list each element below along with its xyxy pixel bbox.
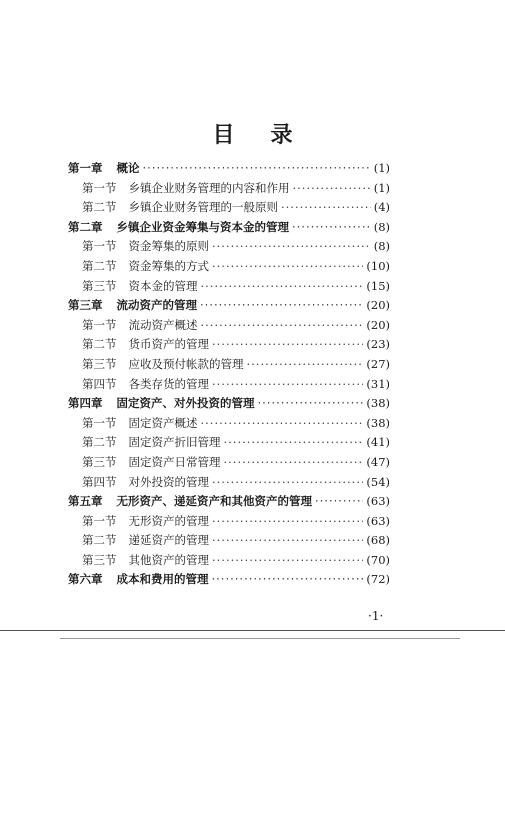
dot-leader (281, 200, 371, 214)
entry-page: (8) (373, 219, 390, 234)
dot-leader (212, 553, 363, 567)
page-number: ·1· (368, 609, 384, 623)
toc-section-entry (68, 317, 390, 337)
entry-title: 流动资产概述 (128, 317, 198, 332)
entry-title: 货币资产的管理 (128, 337, 209, 352)
toc-chapter-entry (68, 571, 390, 591)
entry-title: 无形资产的管理 (128, 513, 209, 528)
entry-title: 资金筹集的原则 (128, 239, 209, 254)
entry-number: 第一节 (82, 180, 117, 195)
entry-page: (20) (366, 317, 390, 332)
page-title: 目录 (212, 122, 329, 148)
dot-leader (258, 396, 364, 410)
entry-page: (41) (366, 435, 390, 450)
toc-section-entry (68, 238, 390, 258)
dot-leader (201, 416, 364, 430)
toc-section-entry (68, 180, 390, 200)
toc-section-entry (68, 454, 390, 474)
dot-leader (201, 318, 364, 332)
entry-number: 第四节 (82, 474, 117, 489)
entry-title: 资本金的管理 (128, 278, 198, 293)
entry-page: (4) (373, 200, 390, 215)
dot-leader (212, 514, 363, 528)
entry-page: (1) (373, 161, 390, 175)
entry-title: 各类存货的管理 (128, 376, 209, 391)
entry-number: 第二节 (82, 337, 117, 352)
entry-title: 成本和费用的管理 (116, 572, 209, 587)
entry-title: 乡镇企业财务管理的内容和作用 (128, 180, 290, 195)
toc-chapter-entry (68, 160, 390, 180)
entry-title: 其他资产的管理 (128, 552, 209, 567)
dot-leader (212, 533, 363, 547)
entry-title: 应收及预付帐款的管理 (128, 356, 244, 371)
dot-leader (293, 181, 371, 195)
entry-title: 概论 (116, 161, 140, 175)
toc-section-entry (68, 415, 390, 435)
dot-leader (212, 377, 363, 391)
toc-chapter-entry (68, 297, 390, 317)
toc-section-entry (68, 356, 390, 376)
toc-section-entry (68, 474, 390, 494)
scan-edge-line (0, 630, 505, 631)
dot-leader (212, 337, 363, 351)
entry-title: 固定资产概述 (128, 415, 198, 430)
entry-number: 第一章 (68, 161, 103, 175)
entry-number: 第四章 (68, 396, 103, 411)
toc-section-entry (68, 532, 390, 552)
toc-section-entry (68, 434, 390, 454)
entry-title: 无形资产、递延资产和其他资产的管理 (116, 494, 312, 509)
dot-leader (143, 161, 371, 175)
dot-leader (212, 239, 371, 253)
toc-section-entry (68, 199, 390, 219)
entry-page: (68) (366, 533, 390, 548)
entry-page: (27) (366, 356, 390, 371)
entry-page: (54) (366, 474, 390, 489)
entry-title: 固定资产日常管理 (128, 454, 221, 469)
entry-page: (20) (366, 298, 390, 313)
entry-number: 第一节 (82, 415, 117, 430)
entry-number: 第一节 (82, 513, 117, 528)
entry-title: 固定资产折旧管理 (128, 435, 221, 450)
entry-number: 第三节 (82, 356, 117, 371)
entry-page: (63) (366, 494, 390, 509)
entry-number: 第六章 (68, 572, 103, 587)
entry-number: 第四节 (82, 376, 117, 391)
dot-leader (224, 455, 364, 469)
entry-page: (47) (366, 454, 390, 469)
entry-title: 乡镇企业财务管理的一般原则 (128, 200, 278, 215)
table-of-contents (68, 160, 390, 591)
entry-page: (23) (366, 337, 390, 352)
entry-page: (38) (366, 415, 390, 430)
entry-number: 第二节 (82, 258, 117, 273)
toc-chapter-entry (68, 219, 390, 239)
entry-title: 资金筹集的方式 (128, 258, 209, 273)
toc-section-entry (68, 376, 390, 396)
dot-leader (224, 435, 364, 449)
toc-chapter-entry (68, 395, 390, 415)
entry-number: 第一节 (82, 317, 117, 332)
toc-section-entry (68, 336, 390, 356)
entry-number: 第三节 (82, 552, 117, 567)
toc-section-entry (68, 513, 390, 533)
entry-title: 乡镇企业资金筹集与资本金的管理 (116, 219, 289, 234)
dot-leader (200, 298, 363, 312)
entry-number: 第五章 (68, 494, 103, 509)
toc-section-entry (68, 278, 390, 298)
entry-page: (38) (366, 396, 390, 411)
entry-number: 第二节 (82, 435, 117, 450)
entry-title: 递延资产的管理 (128, 533, 209, 548)
toc-chapter-entry (68, 493, 390, 513)
dot-leader (212, 572, 364, 586)
entry-number: 第二节 (82, 533, 117, 548)
toc-section-entry (68, 258, 390, 278)
entry-page: (31) (366, 376, 390, 391)
scan-edge-line (60, 638, 460, 639)
dot-leader (212, 475, 363, 489)
entry-page: (10) (366, 258, 390, 273)
entry-number: 第一节 (82, 239, 117, 254)
toc-section-entry (68, 552, 390, 572)
entry-page: (15) (366, 278, 390, 293)
entry-page: (63) (366, 513, 390, 528)
entry-page: (70) (366, 552, 390, 567)
dot-leader (292, 220, 371, 234)
entry-page: (72) (366, 572, 390, 587)
entry-number: 第二章 (68, 219, 103, 234)
entry-number: 第三节 (82, 454, 117, 469)
dot-leader (201, 279, 364, 293)
entry-page: (1) (373, 180, 390, 195)
entry-number: 第三节 (82, 278, 117, 293)
entry-page: (8) (373, 239, 390, 254)
entry-title: 对外投资的管理 (128, 474, 209, 489)
dot-leader (212, 259, 363, 273)
dot-leader (315, 494, 363, 508)
dot-leader (247, 357, 364, 371)
entry-number: 第三章 (68, 298, 103, 313)
entry-title: 固定资产、对外投资的管理 (116, 396, 255, 411)
entry-number: 第二节 (82, 200, 117, 215)
entry-title: 流动资产的管理 (116, 298, 197, 313)
